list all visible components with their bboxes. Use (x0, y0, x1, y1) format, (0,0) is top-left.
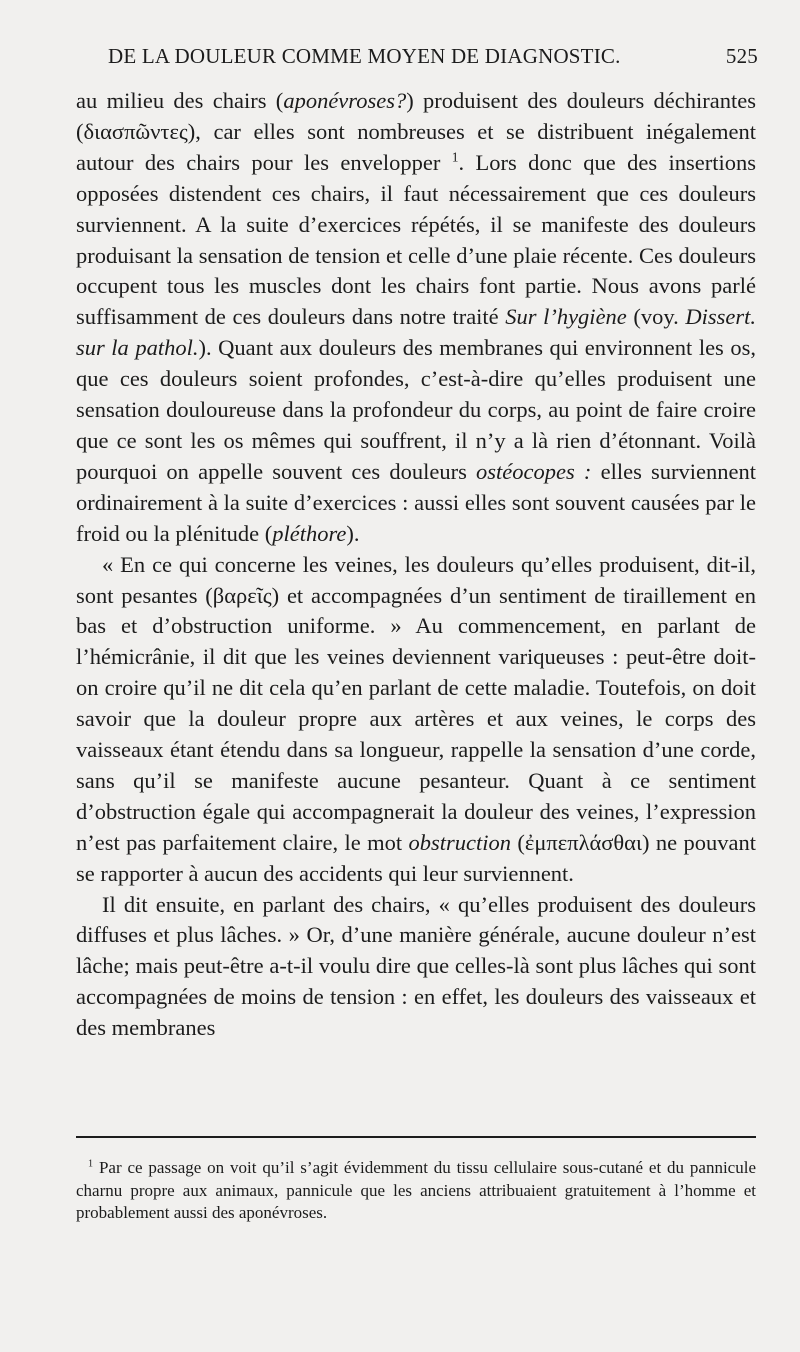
text-run: elles surviennent ordinairement à la suite d’exercices : aussi elles sont souvent causées par le froid ou la plénitude ( (76, 458, 756, 546)
italic-text: pléthore (272, 520, 347, 546)
text-run: ) produisent des douleurs déchirantes (διασπῶντες), car elles sont nombreuses et se distribuent inégalement autour des chairs pour les envelopper (76, 88, 756, 175)
italic-text: ostéocopes : (476, 458, 592, 484)
text-run: (voy. (626, 304, 686, 330)
italic-text: obstruction (408, 829, 512, 855)
footnote-reference: 1 (451, 149, 459, 165)
body-text (76, 86, 756, 1044)
footnote-rule (76, 1136, 756, 1138)
text-run: ). (346, 520, 360, 546)
paragraph-1 (76, 86, 756, 550)
text-run: (ἐμπεπλάσθαι) ne pouvant se rapporter à aucun des accidents qui leur surviennent. (76, 829, 756, 886)
text-run: ). Quant aux douleurs des membranes qui environnent les os, que ces douleurs soient profondes, c’est-à-dire qu’elles produisent une sensation douloureuse dans la profondeur du corps, au point de faire croire que ce sont les os mêmes qui souffrent, il n’y a là rien d’étonnant. Voilà pourquoi on appelle souvent ces douleurs (76, 335, 756, 484)
footnote-marker: 1 (88, 1158, 94, 1170)
paragraph-2 (76, 550, 756, 890)
text-run: au milieu des chairs ( (76, 88, 284, 113)
page-number: 525 (725, 44, 758, 68)
running-head-title: DE LA DOULEUR COMME MOYEN DE DIAGNOSTIC. (108, 44, 621, 68)
text-run: . Lors donc que des insertions opposées distendent ces chairs, il faut nécessairement que ces douleurs surviennent. A la suite d’exercices répétés, il se manifeste des douleurs produisant la sensation de tension et celle d’une plaie récente. Ces douleurs occupent tous les muscles dont les chairs font partie. Nous avons parlé suffisamment de ces douleurs dans notre traité (76, 149, 756, 330)
footnote-text: Par ce passage on voit qu’il s’agit évidemment du tissu cellulaire sous-cutané et du pannicule charnu propre aux animaux, pannicule que les anciens attribuaient gratuitement à l’homme et probablement aussi des aponévroses. (76, 1158, 756, 1222)
footnote (76, 1157, 756, 1225)
italic-text: Sur l’hygiène (505, 304, 627, 330)
italic-text: Dissert. sur la pathol. (76, 304, 756, 361)
text-run: « En ce qui concerne les veines, les douleurs qu’elles produisent, dit-il, sont pesantes (βαρεῖς) et accompagnées d’un sentiment de tiraillement en bas et d’obstruction uniforme. » Au commencement, en parlant de l’hémicrânie, il dit que les veines deviennent variqueuses : peut-être doit-on croire qu’il ne dit cela qu’en parlant de cette maladie. Toutefois, on doit savoir que la douleur propre aux artères et aux veines, le corps des vaisseaux étant étendu dans sa longueur, rappelle la sensation d’une corde, sans qu’il se manifeste aucune pesanteur. Quant à ce sentiment d’obstruction égale qui accompagnerait la douleur des veines, l’expression n’est pas parfaitement claire, le mot (76, 551, 756, 855)
text-run: Il dit ensuite, en parlant des chairs, « qu’elles produisent des douleurs diffuses et plus lâches. » Or, d’une manière générale, aucune douleur n’est lâche; mais peut-être a-t-il voulu dire que celles-là sont plus lâches qui sont accompagnées de moins de tension : en effet, les douleurs des vaisseaux et des membranes (76, 891, 756, 1041)
italic-text: aponévroses? (283, 88, 407, 113)
paragraph-3 (76, 890, 756, 1045)
